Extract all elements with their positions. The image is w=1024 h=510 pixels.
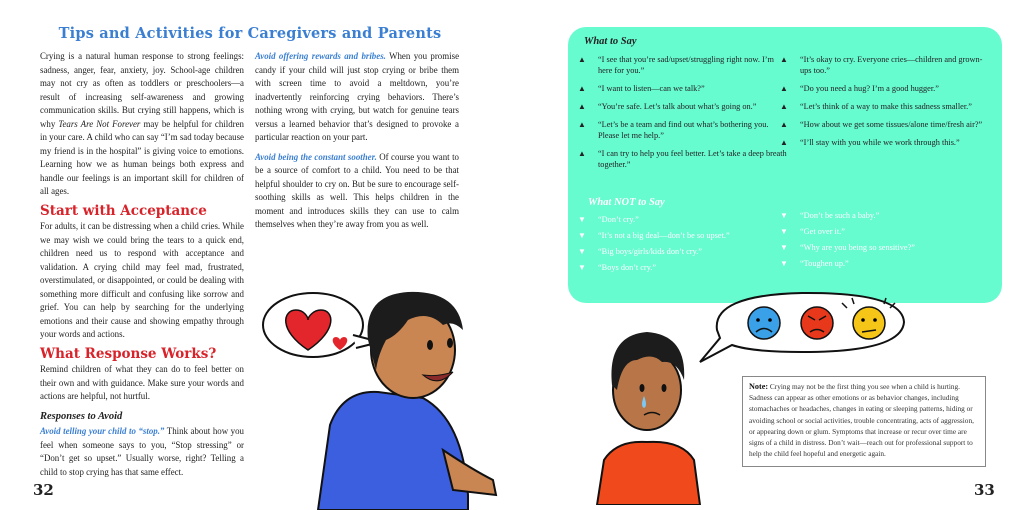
response-paragraph: Remind children of what they can do to feel better on their own and with guidance. Make sure your words and actions are helpful, not hurtful.: [40, 364, 244, 401]
list-item: ▲ “I see that you’re sad/upset/struggling right now. I’m here for you.”: [578, 55, 774, 75]
avoid-stop-paragraph: Avoid telling your child to “stop.” Think about how you feel when someone says to you, “Stop stressing” or “Don’t get so upset.” Usually worse, right? Telling a child to stop crying has that same effect.: [40, 426, 244, 477]
note-box: Note: Crying may not be the first thing you see when a child is hurting. Sadness can appear as other emotions or as behavior changes, including stomachaches or headaches, changes in eating or sleeping patterns, hiding or avoiding school or social activities, trouble concentrating, acts of aggression, or appearing down or glum. Symptoms that increase or recur over time are signs of a child in distress. Don’t wait—reach out for professional support to help the child feel hopeful and energetic again.: [742, 376, 986, 467]
avoid-rewards-paragraph: Avoid offering rewards and bribes. When you promise candy if your child will just stop crying or bribe them with screen time to avoid a meltdown, you’re inadvertently reinforcing crying behaviors. There’s nothing wrong with crying, but watch for genuine tears versus a learned behavior that’s designed to provoke a particular reaction on your part.: [255, 51, 460, 142]
list-item: ▲ “Do you need a hug? I’m a good hugger.”: [780, 84, 939, 93]
list-item: ▲ “How about we get some tissues/alone time/fresh air?”: [780, 120, 983, 129]
list-item: ▲ “It’s okay to cry. Everyone cries—children and grown-ups too.”: [780, 55, 983, 75]
page-33: [512, 0, 1024, 510]
list-item: ▲ “I want to listen—can we talk?”: [578, 84, 705, 93]
list-item: ▼ “Boys don’t cry.”: [578, 263, 657, 272]
emotions-speech-bubble: [700, 293, 904, 362]
page-title: Tips and Activities for Caregivers and Parents: [58, 25, 442, 42]
acceptance-paragraph: For adults, it can be distressing when a child cries. While we may wish we could bring the tears to a quick end, children need us to respond with acceptance and validation. A crying child may feel mad, frustrated, overstimulated, or disappointed, or could be dealing with something more difficult and confusing like sorrow and grief. You can help by searching for the underlying emotions and their cause and showing empathy through your words and actions.: [40, 221, 244, 339]
what-not-to-say-list-2: [780, 210, 990, 274]
avoid-soother-paragraph: Avoid being the constant soother. Of course you want to be a source of comfort to a child. You need to be that helpful shoulder to cry on. But be sure to encourage self-soothing skills as well. This helps children in the moment and introduces skills they can use to calm themselves when they’re away from you as well.: [255, 151, 459, 229]
list-item: ▲ “Let’s be a team and find out what’s bothering you. Please let me help.”: [578, 120, 769, 140]
list-item: ▼ “Don’t cry.”: [578, 215, 639, 224]
what-to-say-list-1: [578, 54, 788, 177]
list-item: ▲ “I’ll stay with you while we work through this.”: [780, 138, 960, 147]
list-item: ▲ “I can try to help you feel better. Let’s take a deep breath together.”: [578, 149, 787, 169]
left-column: [40, 50, 244, 485]
list-item: ▼ “Get over it.”: [780, 227, 845, 236]
list-item: ▼ “Big boys/girls/kids don’t cry.”: [578, 247, 702, 256]
list-item: ▼ “Toughen up.”: [780, 259, 849, 268]
list-item: ▼ “It’s not a big deal—don’t be so upset.”: [578, 231, 730, 240]
heading-avoid: Responses to Avoid: [40, 410, 123, 422]
right-column: [255, 50, 459, 238]
heart-speech-bubble: [263, 293, 380, 357]
sad-face-icon: [748, 307, 780, 339]
list-item: ▲ “Let’s think of a way to make this sadness smaller.”: [780, 102, 972, 111]
what-to-say-list-2: [780, 54, 990, 155]
intro-paragraph: Crying is a natural human response to strong feelings: sadness, anger, fear, anxiety, joy. School-age children may not cry as often as toddlers or preschoolers—a result of increasing self-awareness and growing communication skills. But crying still happens, which is why Tears Are Not Forever may be helpful for children in your care. A child who can say “I’m sad today because my friend is in the hospital” is giving voice to emotions. Learning how we as human beings both express and handle our feelings is an important skill for children of all ages.: [40, 51, 244, 196]
what-to-say-heading: What to Say: [584, 36, 637, 47]
list-item: ▼ “Don’t be such a baby.”: [780, 211, 880, 220]
page-number: 32: [33, 481, 54, 499]
heading-response: What Response Works?: [40, 345, 217, 362]
angry-face-icon: [801, 307, 833, 339]
what-to-say-box: [568, 27, 1002, 303]
what-not-to-say-list-1: [578, 214, 788, 278]
heading-acceptance: Start with Acceptance: [40, 202, 207, 219]
list-item: ▼ “Why are you being so sensitive?”: [780, 243, 915, 252]
boy-illustration: [258, 280, 518, 510]
what-not-to-say-heading: What NOT to Say: [588, 197, 665, 208]
page-number: 33: [974, 481, 995, 499]
list-item: ▲ “You’re safe. Let’s talk about what’s going on.”: [578, 102, 757, 111]
